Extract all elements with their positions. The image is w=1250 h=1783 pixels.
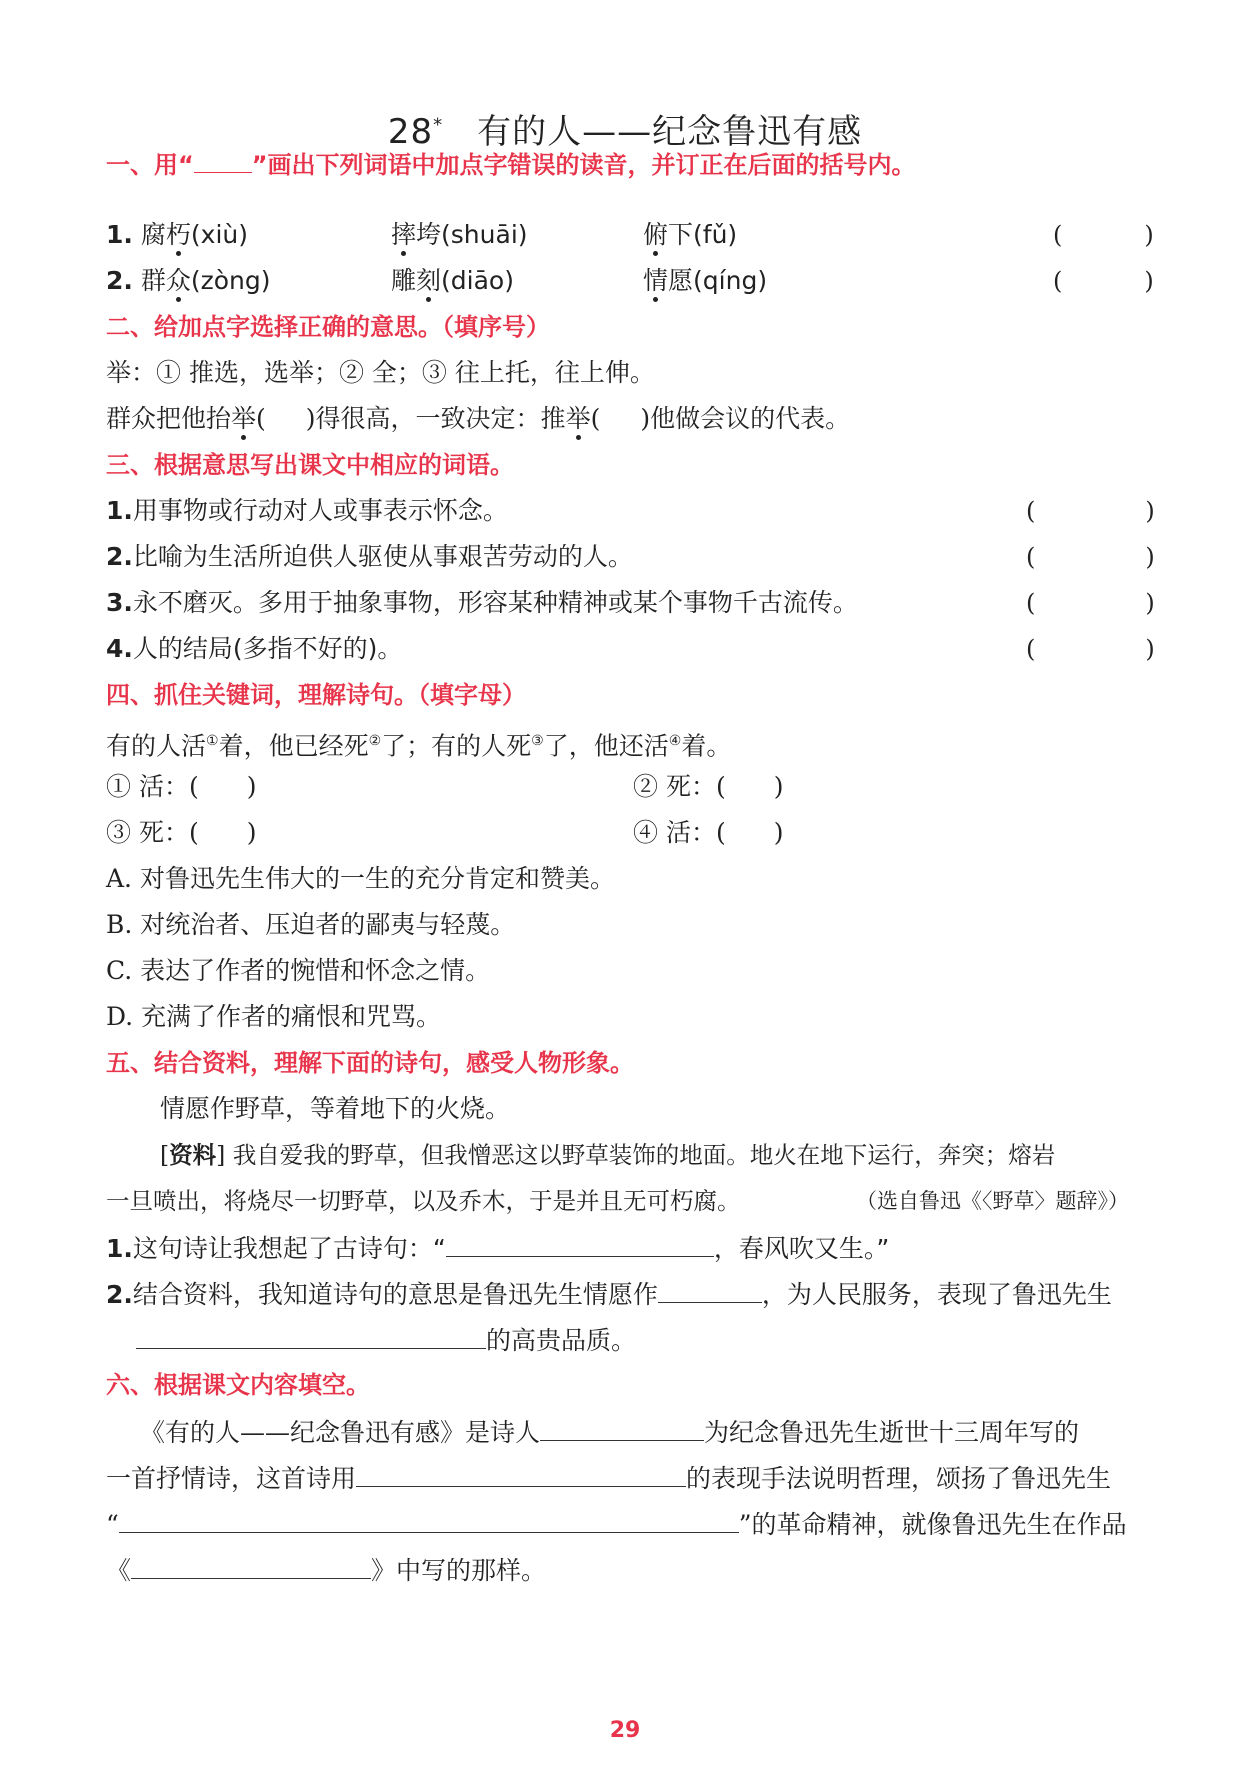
mark-3: ③ <box>531 733 544 749</box>
answer-blank[interactable] <box>119 1506 739 1533</box>
s3-answer-paren-1[interactable]: ( ) <box>1026 497 1155 525</box>
s4-choice-c: C. 表达了作者的惋惜和怀念之情。 <box>106 956 491 985</box>
mark-1: ① <box>206 733 219 749</box>
word-part: 愿 <box>668 266 694 295</box>
s3-item-3: 3.永不磨灭。多用于抽象事物，形容某种精神或某个事物千古流传。 <box>106 588 858 617</box>
page-title <box>0 104 1250 153</box>
question-number: 1. <box>106 220 133 249</box>
s1-item-1-2 <box>391 218 528 252</box>
answer-blank[interactable] <box>136 1322 486 1349</box>
s1-item-1-1 <box>106 218 248 252</box>
s4-choice-d: D. 充满了作者的痛恨和咒骂。 <box>106 1002 442 1031</box>
s2-options: 举：① 推选，选举；② 全；③ 往上托，往上伸。 <box>106 358 655 387</box>
optional-mark: * <box>433 114 444 136</box>
pinyin: (zòng) <box>190 266 271 295</box>
s1-answer-paren-2[interactable]: ( ) <box>1053 267 1154 295</box>
pinyin: (diāo) <box>441 266 514 295</box>
s6-line-4: 《 》中写的那样。 <box>106 1552 546 1588</box>
dotted-char: 俯 <box>643 218 668 252</box>
s6-line-2: 一首抒情诗，这首诗用 的表现手法说明哲理，颂扬了鲁迅先生 <box>106 1460 1111 1496</box>
s3-answer-paren-3[interactable]: ( ) <box>1026 589 1155 617</box>
underline-sample <box>194 152 252 173</box>
answer-blank[interactable] <box>446 1230 714 1257</box>
s3-item-2: 2.比喻为生活所迫供人驱使从事艰苦劳动的人。 <box>106 542 633 571</box>
s3-item-4: 4.人的结局(多指不好的)。 <box>106 634 403 663</box>
s5-material-line-1: [资料] 我自爱我的野草，但我憎恶这以野草装饰的地面。地火在地下运行，奔突；熔岩 <box>160 1141 1056 1169</box>
s1-answer-paren-1[interactable]: ( ) <box>1053 221 1154 249</box>
pinyin: (xiù) <box>190 220 248 249</box>
s5-material-line-2: 一旦喷出，将烧尽一切野草，以及乔木，于是并且无可朽腐。 <box>106 1187 741 1215</box>
s1-item-2-3 <box>643 264 767 298</box>
s4-poem: 有的人活①着，他已经死②了；有的人死③了，他还活④着。 <box>106 731 732 761</box>
s3-answer-paren-4[interactable]: ( ) <box>1026 635 1155 663</box>
s4-q2[interactable]: ② 死：( ) <box>633 772 784 801</box>
dotted-char: 朽 <box>166 218 191 252</box>
s5-q1: 1.这句诗让我想起了古诗句：“ ，春风吹又生。” <box>106 1230 889 1266</box>
s6-line-1: 《有的人——纪念鲁迅有感》是诗人 为纪念鲁迅先生逝世十三周年写的 <box>140 1414 1079 1450</box>
s1-item-2-1 <box>106 264 271 298</box>
word-part: 腐 <box>140 220 166 249</box>
section-1-heading <box>106 148 916 182</box>
s4-q4[interactable]: ④ 活：( ) <box>633 818 784 847</box>
answer-blank[interactable] <box>131 1552 371 1579</box>
dotted-char: 举 <box>566 402 591 436</box>
s4-choice-a: A. 对鲁迅先生伟大的一生的充分肯定和赞美。 <box>106 864 615 893</box>
section-5-heading: 五、结合资料，理解下面的诗句，感受人物形象。 <box>106 1049 634 1077</box>
section-3-heading: 三、根据意思写出课文中相应的词语。 <box>106 451 514 479</box>
section-2-heading: 二、给加点字选择正确的意思。（填序号） <box>106 313 550 341</box>
answer-blank[interactable] <box>356 1460 686 1487</box>
s5-q2: 2.结合资料，我知道诗句的意思是鲁迅先生情愿作 ，为人民服务，表现了鲁迅先生 <box>106 1276 1112 1312</box>
answer-blank[interactable] <box>658 1276 762 1303</box>
word-part: 雕 <box>391 266 417 295</box>
section-1-heading-end: ”画出下列词语中加点字错误的读音，并订正在后面的括号内。 <box>251 151 916 179</box>
s4-choice-b: B. 对统治者、压迫者的鄙夷与轻蔑。 <box>106 910 516 939</box>
section-4-heading: 四、抓住关键词，理解诗句。（填字母） <box>106 681 526 709</box>
pinyin: (shuāi) <box>441 220 528 249</box>
s3-answer-paren-2[interactable]: ( ) <box>1026 543 1155 571</box>
lesson-title: 有的人——纪念鲁迅有感 <box>477 112 863 152</box>
lesson-number: 28 <box>387 112 434 152</box>
dotted-char: 摔 <box>391 218 416 252</box>
dotted-char: 众 <box>166 264 191 298</box>
s6-line-3: “ ”的革命精神，就像鲁迅先生在作品 <box>106 1506 1127 1542</box>
dotted-char: 刻 <box>416 264 441 298</box>
section-1-heading-start: 一、用“ <box>106 151 194 179</box>
s4-q1[interactable]: ① 活：( ) <box>106 772 257 801</box>
page-number: 29 <box>609 1718 641 1743</box>
word-part: 下 <box>668 220 694 249</box>
pinyin: (fǔ) <box>693 220 738 249</box>
word-part: 垮 <box>416 220 442 249</box>
s1-item-1-3 <box>643 218 737 252</box>
mark-4: ④ <box>668 733 682 749</box>
s4-q3[interactable]: ③ 死：( ) <box>106 818 257 847</box>
mark-2: ② <box>368 733 382 749</box>
answer-blank[interactable] <box>540 1414 704 1441</box>
word-part: 群 <box>140 266 166 295</box>
s5-material-source: （选自鲁迅《〈野草〉题辞》） <box>856 1189 1129 1213</box>
material-label: 资料 <box>169 1141 217 1169</box>
dotted-char: 举 <box>231 402 256 436</box>
question-number: 2. <box>106 266 133 295</box>
s5-verse: 情愿作野草，等着地下的火烧。 <box>160 1094 511 1123</box>
s3-item-1: 1.用事物或行动对人或事表示怀念。 <box>106 496 508 525</box>
pinyin: (qíng) <box>693 266 768 295</box>
section-6-heading: 六、根据课文内容填空。 <box>106 1371 370 1399</box>
s2-question: 群众把他抬举( )得很高，一致决定：推举( )他做会议的代表。 <box>106 402 850 436</box>
dotted-char: 情 <box>643 264 668 298</box>
s5-q2-cont: 的高贵品质。 <box>136 1322 636 1358</box>
s1-item-2-2 <box>391 264 514 298</box>
